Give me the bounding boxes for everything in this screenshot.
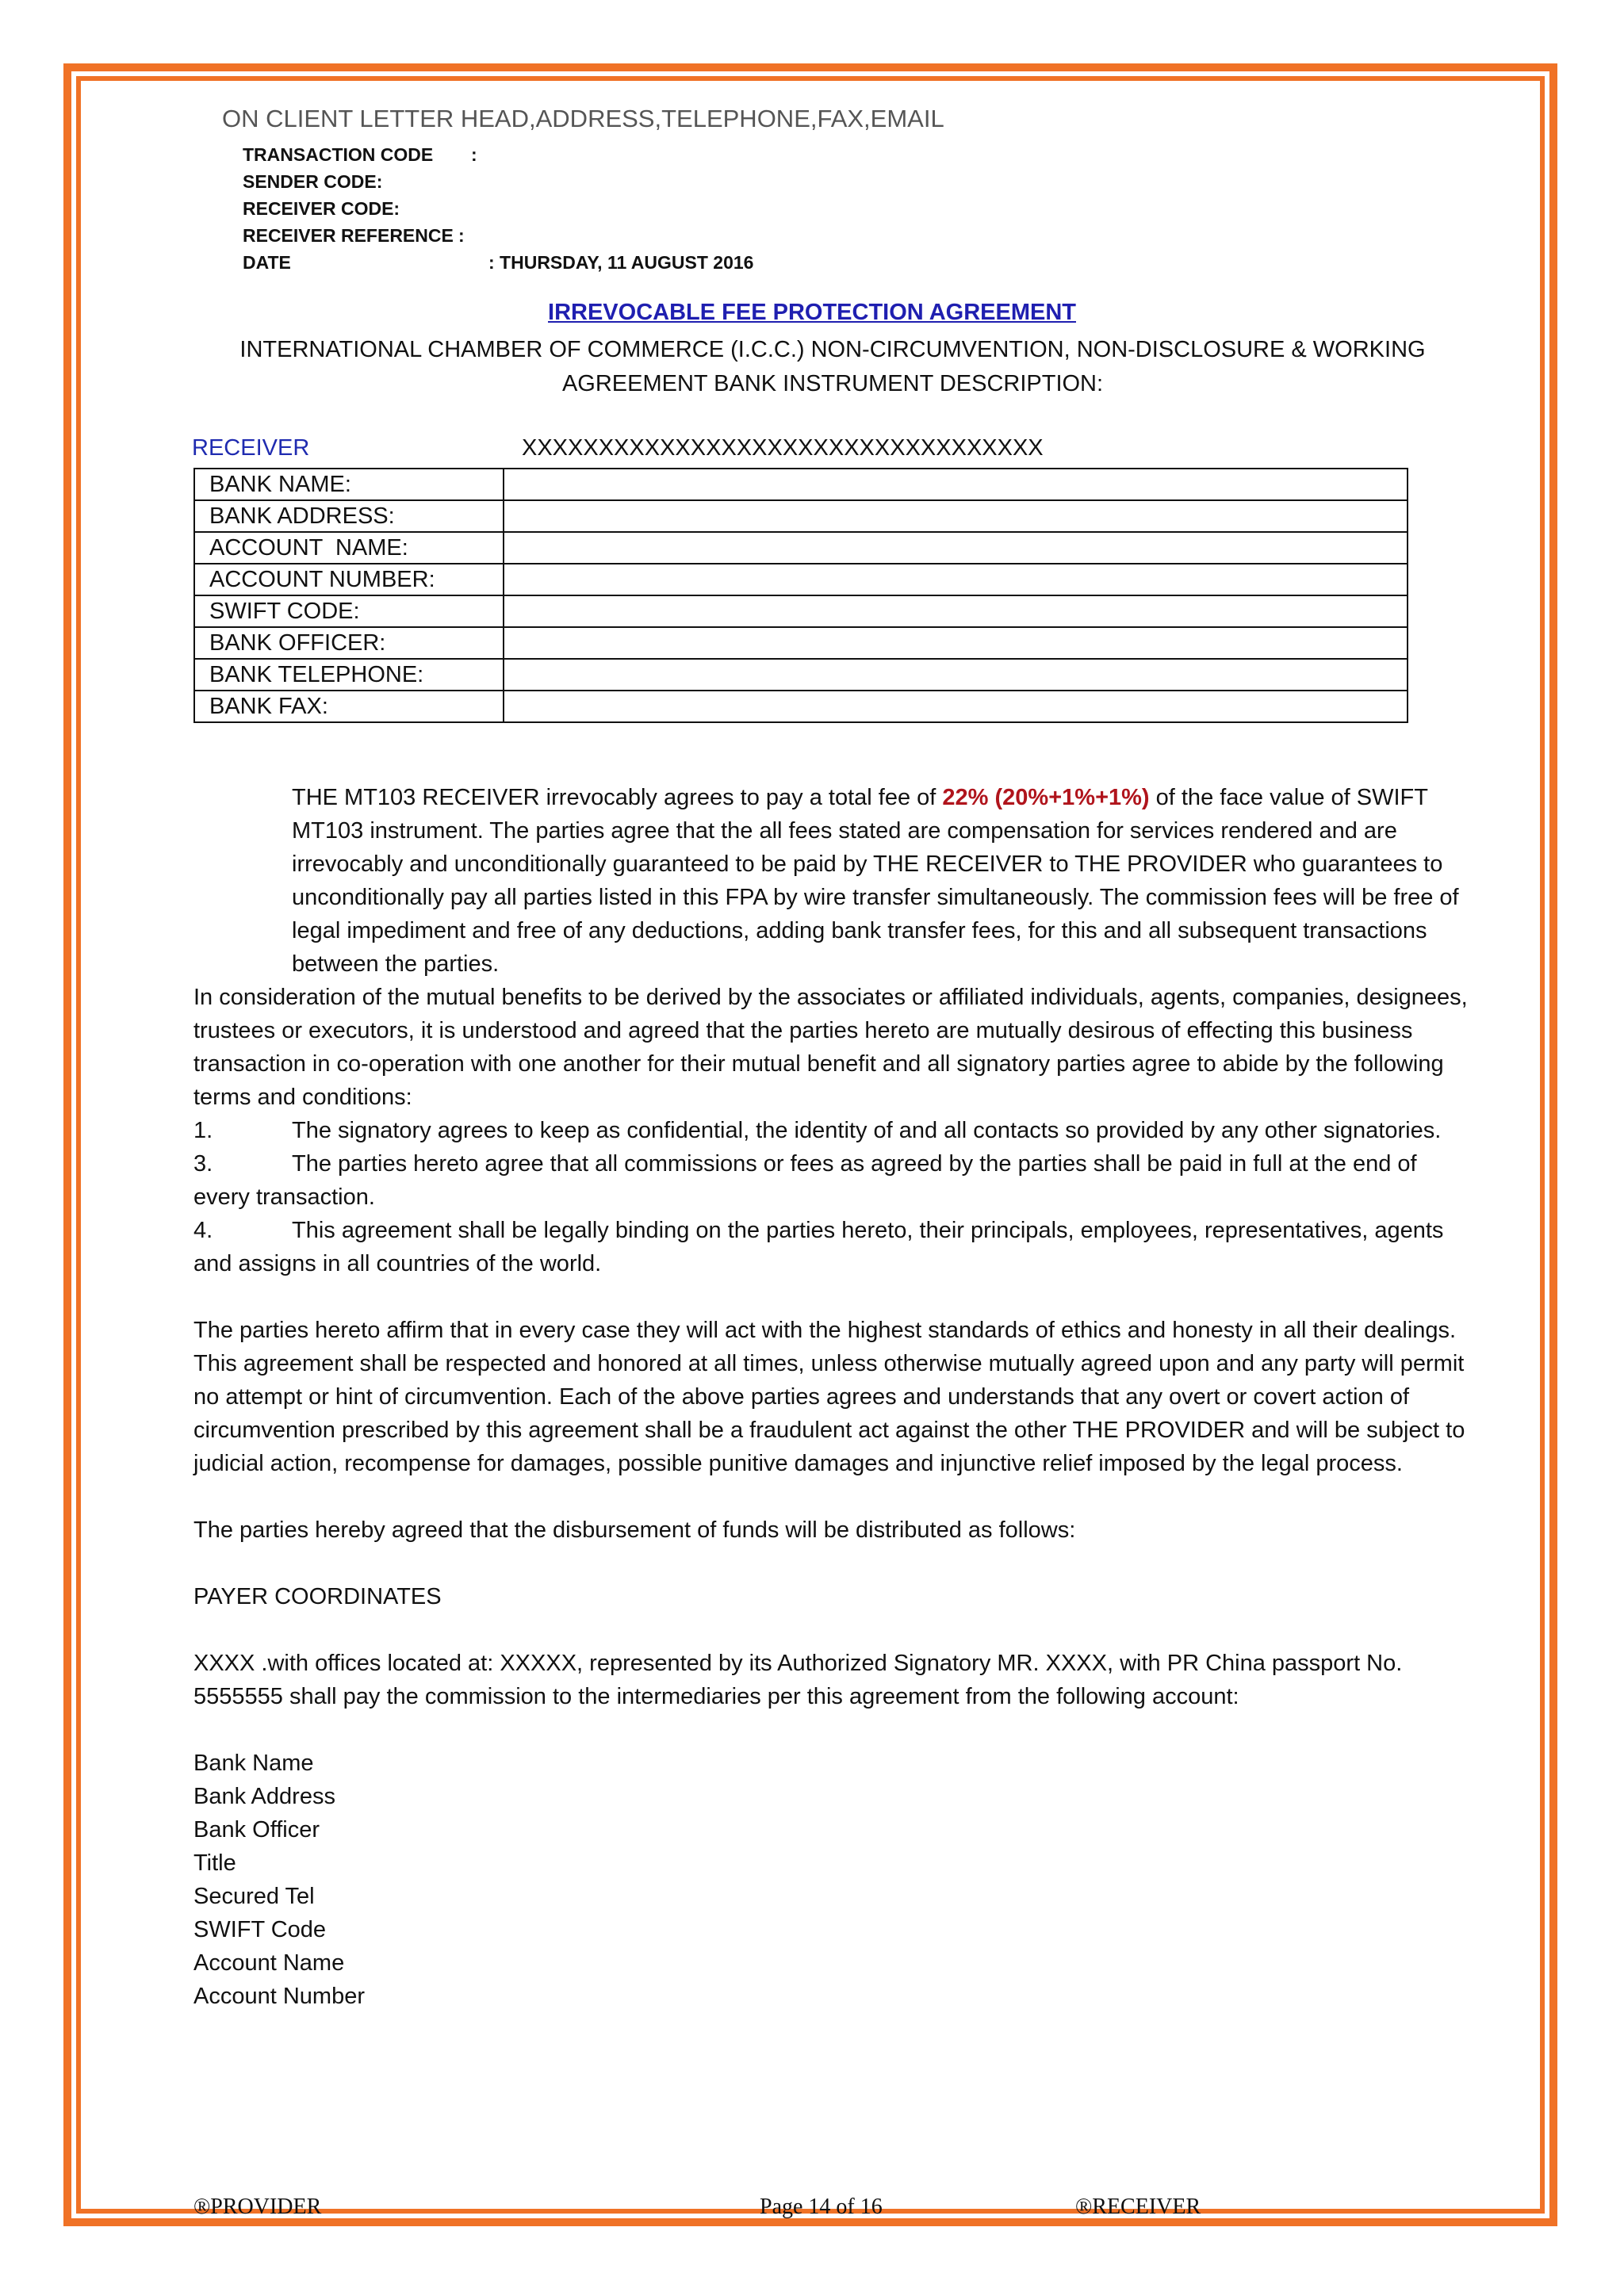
footer-provider: ®PROVIDER — [193, 2195, 322, 2219]
account-number-value — [504, 564, 1408, 595]
sender-code-label: SENDER CODE: — [243, 171, 383, 192]
account-name-value — [504, 532, 1408, 564]
payer-field-secured-tel: Secured Tel — [193, 1884, 315, 1909]
bank-name-label: BANK NAME: — [194, 469, 504, 500]
clause-item — [193, 1214, 1478, 1280]
bank-officer-label: BANK OFFICER: — [194, 627, 504, 659]
table-row — [194, 469, 1408, 500]
payer-field-swift-code: SWIFT Code — [193, 1917, 327, 1942]
table-row — [194, 627, 1408, 659]
bank-telephone-label: BANK TELEPHONE: — [194, 659, 504, 691]
table-row — [194, 564, 1408, 595]
clause-item — [193, 1114, 1478, 1147]
fee-text-start: THE MT103 RECEIVER irrevocably agrees to pay a total fee of — [292, 785, 943, 810]
fee-text-end: of the face value of SWIFT MT103 instrument. The parties agree that the all fees stated are compensation for services rendered and are irrevocably and unconditionally guaranteed to be paid by THE RECEIVER to THE PROVIDER who guarantees to unconditionally pay all parties listed in this FPA by wire transfer simultaneously. The commission fees will be free of legal impediment and free of any deductions, adding bank transfer fees, for this and all subsequent transactions between the parties. — [292, 785, 1459, 977]
clause-text: The signatory agrees to keep as confidential, the identity of and all contacts so provided by any other signatories. — [292, 1118, 1442, 1143]
disbursement-paragraph: The parties hereby agreed that the disbursement of funds will be distributed as follows: — [193, 1517, 1076, 1543]
clause-item — [193, 1147, 1478, 1214]
fee-paragraph — [193, 781, 1478, 981]
footer-receiver: ®RECEIVER — [1075, 2195, 1201, 2219]
agreement-title: IRREVOCABLE FEE PROTECTION AGREEMENT — [548, 300, 1076, 325]
payer-field-bank-name: Bank Name — [193, 1751, 314, 1776]
table-row — [194, 595, 1408, 627]
table-row — [194, 532, 1408, 564]
bank-fax-label: BANK FAX: — [194, 691, 504, 722]
receiver-code-label: RECEIVER CODE: — [243, 198, 400, 219]
payer-field-bank-officer: Bank Officer — [193, 1817, 320, 1843]
receiver-value: XXXXXXXXXXXXXXXXXXXXXXXXXXXXXXXXXX — [522, 435, 1044, 461]
account-number-label: ACCOUNT NUMBER: — [194, 564, 504, 595]
date-label: DATE — [243, 252, 291, 273]
clause-number: 1. — [193, 1118, 213, 1143]
agreement-subtitle: INTERNATIONAL CHAMBER OF COMMERCE (I.C.C.) NON-CIRCUMVENTION, NON-DISCLOSURE & WORKING AGREEMENT BANK INSTRUMENT DESCRIPTION: — [239, 337, 1426, 396]
bank-fax-value — [504, 691, 1408, 722]
payer-field-bank-address: Bank Address — [193, 1784, 335, 1809]
date-value: : THURSDAY, 11 AUGUST 2016 — [488, 252, 754, 273]
fee-percentage: 22% (20%+1%+1%) — [942, 785, 1150, 810]
transaction-code-label: TRANSACTION CODE — [243, 144, 434, 165]
payer-field-account-name: Account Name — [193, 1950, 345, 1976]
respect-paragraph: This agreement shall be respected and honored at all times, unless otherwise mutually agreed upon and any party will permit no attempt or hint of circumvention. Each of the above parties agrees and understands that any overt or covert action of circumvention prescribed by this agreement shall be a fraudulent act against the other THE PROVIDER and will be subject to judicial action, recompense for damages, possible punitive damages and injunctive relief imposed by the legal process. — [193, 1351, 1465, 1476]
bank-officer-value — [504, 627, 1408, 659]
transaction-code-colon: : — [471, 144, 477, 165]
swift-code-label: SWIFT CODE: — [194, 595, 504, 627]
clause-text: This agreement shall be legally binding on the parties hereto, their principals, employees, representatives, agents and assigns in all countries of the world. — [193, 1218, 1444, 1276]
bank-name-value — [504, 469, 1408, 500]
clause-number: 4. — [193, 1218, 213, 1243]
bank-telephone-value — [504, 659, 1408, 691]
payer-field-account-number: Account Number — [193, 1984, 365, 2009]
agreement-body — [193, 781, 1478, 2013]
payer-paragraph: XXXX .with offices located at: XXXXX, represented by its Authorized Signatory MR. XXXX, with PR China passport No. 5555555 shall pay the commission to the intermediaries per this agreement from the following account: — [193, 1651, 1403, 1709]
letterhead-note: ON CLIENT LETTER HEAD,ADDRESS,TELEPHONE,FAX,EMAIL — [222, 105, 944, 132]
receiver-bank-table — [193, 468, 1408, 723]
table-row — [194, 691, 1408, 722]
bank-address-label: BANK ADDRESS: — [194, 500, 504, 532]
table-row — [194, 500, 1408, 532]
affirm-paragraph: The parties hereto affirm that in every case they will act with the highest standards of ethics and honesty in all their dealings. — [193, 1318, 1457, 1343]
clause-number: 3. — [193, 1151, 213, 1177]
receiver-reference-colon: : — [458, 225, 465, 246]
payer-field-title: Title — [193, 1850, 236, 1876]
table-row — [194, 659, 1408, 691]
bank-address-value — [504, 500, 1408, 532]
receiver-label: RECEIVER — [192, 435, 310, 461]
account-name-label: ACCOUNT NAME: — [194, 532, 504, 564]
consideration-paragraph: In consideration of the mutual benefits to be derived by the associates or affiliated individuals, agents, companies, designees, trustees or executors, it is understood and agreed that the parties hereto are mutually desirous of effecting this business transaction in co-operation with one another for their mutual benefit and all signatory parties agree to abide by the following terms and conditions: — [193, 985, 1468, 1110]
receiver-reference-label: RECEIVER REFERENCE — [243, 225, 454, 246]
swift-code-value — [504, 595, 1408, 627]
payer-heading: PAYER COORDINATES — [193, 1584, 442, 1609]
clause-text: The parties hereto agree that all commissions or fees as agreed by the parties shall be paid in full at the end of every transaction. — [193, 1151, 1417, 1210]
footer-page-number: Page 14 of 16 — [760, 2195, 883, 2219]
